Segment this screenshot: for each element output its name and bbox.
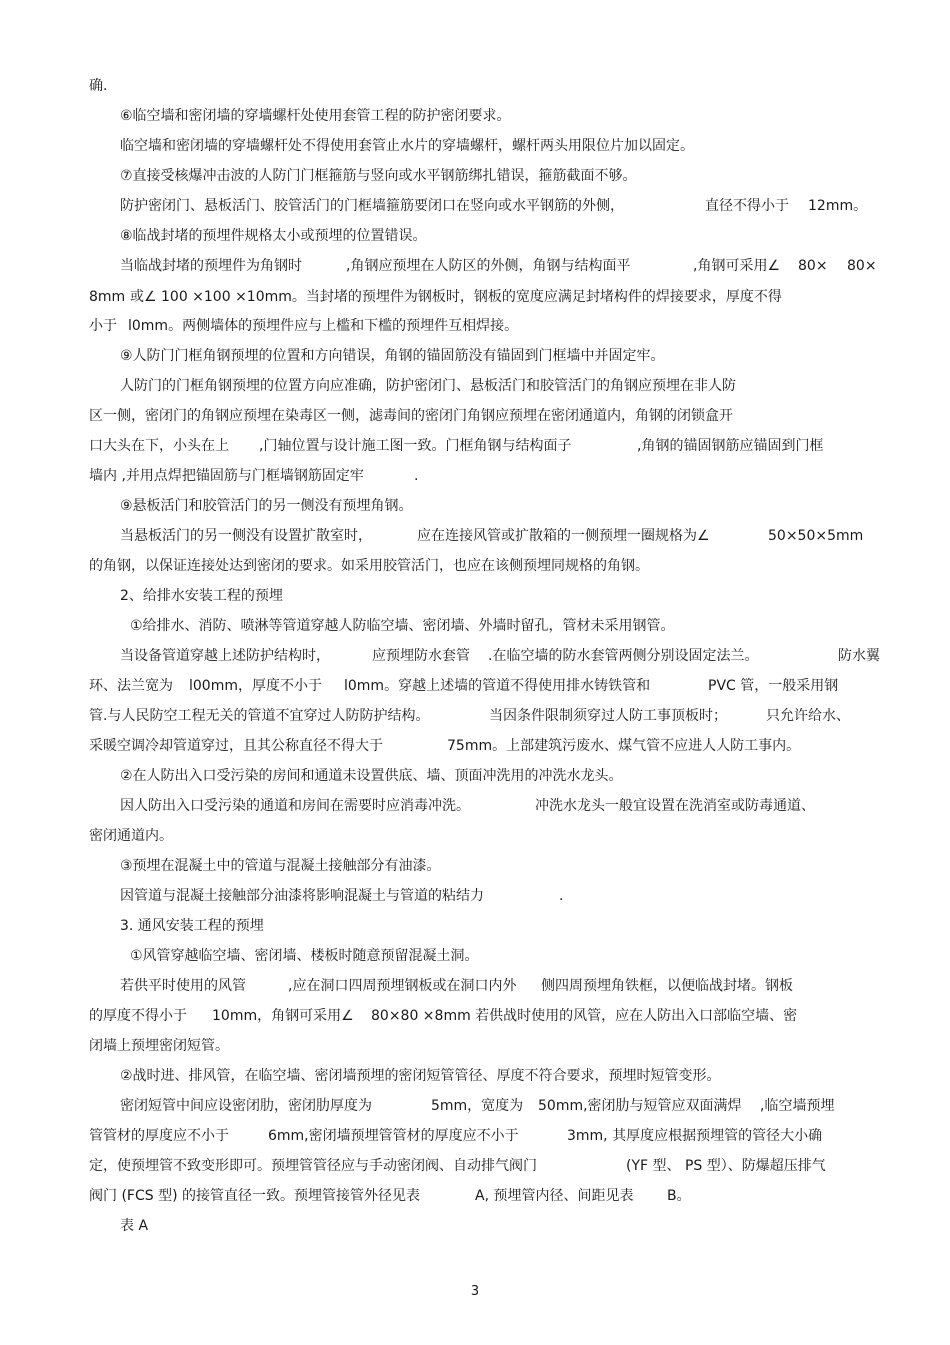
text-run: ①风管穿越临空墙、密闭墙、楼板时随意预留混凝土洞。 — [130, 948, 479, 964]
text-line — [0, 554, 950, 578]
text-line — [0, 344, 950, 368]
text-run: PVC 管，一般采用钢 — [708, 678, 839, 694]
text-line — [0, 914, 950, 938]
text-run: 的角钢，以保证连接处达到密闭的要求。如采用胶管活门，也应在该侧预埋同规格的角钢。 — [89, 558, 649, 574]
text-line — [0, 104, 950, 128]
text-run: 6mm,密闭墙预埋管管材的厚度应不小于 — [268, 1128, 519, 1144]
text-run: 因人防出入口受污染的通道和房间在需要时应消毒冲洗。 — [120, 798, 470, 814]
text-run: ②战时进、排风管，在临空墙、密闭墙预埋的密闭短管管径、厚度不符合要求，预埋时短管变形。 — [120, 1068, 721, 1084]
text-run: ③预埋在混凝土中的管道与混凝土接触部分有油漆。 — [120, 858, 441, 874]
text-run: 定，使预埋管不致变形即可。预埋管管径应与手动密闭阀、自动排气阀门 — [89, 1158, 537, 1174]
text-line — [0, 794, 950, 818]
text-run: 表 A — [120, 1218, 149, 1234]
text-line — [0, 404, 950, 428]
text-run: 区一侧，密闭门的角钢应预埋在染毒区一侧，滤毒间的密闭门角钢应预埋在密闭通道内，角钢的闭锁盒开 — [89, 408, 733, 424]
text-run: 防护密闭门、悬板活门、胶管活门的门框墙箍筋要闭口在竖向或水平钢筋的外侧， — [120, 198, 624, 214]
text-run: 小于 — [89, 318, 117, 334]
text-run: ⑨悬板活门和胶管活门的另一侧没有预埋角钢。 — [120, 498, 413, 514]
text-run: l0mm。两侧墙体的预埋件应与上槛和下槛的预埋件互相焊接。 — [128, 318, 519, 334]
text-run: l00mm，厚度不小于 — [189, 678, 322, 694]
text-run: 密闭短管中间应设密闭肋，密闭肋厚度为 — [120, 1098, 372, 1114]
text-line — [0, 884, 950, 908]
text-run: ,门轴位置与设计施工图一致。门框角钢与结构面子 — [259, 438, 572, 454]
text-run: 直径不得小于 — [705, 198, 789, 214]
text-line — [0, 1094, 950, 1118]
text-run: 阀门 (FCS 型) 的接管直径一致。预埋管接管外径见表 — [89, 1188, 420, 1204]
text-run: 闭墙上预埋密闭短管。 — [89, 1038, 229, 1054]
text-run: A, 预埋管内径、间距见表 — [475, 1188, 634, 1204]
text-run: 或∠ 100 ×100 ×10mm。当封堵的预埋件为钢板时，钢板的宽度应满足封堵构件的焊接要求，厚度不得 — [130, 289, 782, 305]
text-run: 采暖空调冷却管道穿过，且其公称直径不得大于 — [89, 738, 383, 754]
text-line — [0, 1064, 950, 1088]
text-run: 墙内 ,并用点焊把锚固筋与门框墙钢筋固定牢 — [89, 468, 364, 484]
text-line — [0, 1004, 950, 1028]
text-line — [0, 134, 950, 158]
text-run: ⑥临空墙和密闭墙的穿墙螺杆处使用套管工程的防护密闭要求。 — [120, 108, 511, 124]
text-line — [0, 374, 950, 398]
text-run: 应预埋防水套管 — [372, 648, 470, 664]
text-line — [0, 974, 950, 998]
text-run: 应在连接风管或扩散箱的一侧预埋一圈规格为∠ — [417, 528, 710, 544]
text-run: 80×80 ×8mm 若供战时使用的风管，应在人防出入口部临空墙、密 — [371, 1008, 798, 1024]
text-run: 5mm，宽度为 — [431, 1098, 524, 1114]
text-run: ①给排水、消防、喷淋等管道穿越人防临空墙、密闭墙、外墙时留孔，管材未采用钢管。 — [130, 618, 675, 634]
text-line — [0, 254, 950, 278]
text-run: ,应在洞口四周预埋钢板或在洞口内外 — [288, 978, 517, 994]
text-run: 当设备管道穿越上述防护结构时， — [120, 648, 330, 664]
text-run: 侧四周预埋角铁框，以便临战封堵。钢板 — [541, 978, 793, 994]
text-run: 只允许给水、 — [766, 708, 850, 724]
text-run: 环、法兰宽为 — [89, 678, 173, 694]
text-run: ⑨人防门门框角钢预埋的位置和方向错误，角钢的锚固筋没有锚固到门框墙中并固定牢。 — [120, 348, 665, 364]
text-line — [0, 674, 950, 698]
text-line — [0, 614, 950, 638]
text-run: 口大头在下，小头在上 — [89, 438, 229, 454]
text-run: 80× — [847, 258, 877, 274]
text-run: 8mm — [89, 289, 126, 305]
text-run: ②在人防出入口受污染的房间和通道未设置供底、墙、顶面冲洗用的冲洗水龙头。 — [120, 768, 623, 784]
text-run: 当临战封堵的预埋件为角钢时 — [120, 258, 302, 274]
text-run: 防水翼 — [838, 648, 880, 664]
text-run: 密闭通道内。 — [89, 828, 173, 844]
text-run: 50×50×5mm — [768, 528, 864, 544]
text-run: B。 — [667, 1188, 691, 1204]
text-run: 50mm,密闭肋与短管应双面满焊 — [538, 1098, 742, 1114]
text-run: 3. 通风安装工程的预埋 — [120, 918, 264, 934]
text-line — [0, 74, 950, 98]
text-line — [0, 464, 950, 488]
text-run: ,临空墙预埋 — [760, 1098, 835, 1114]
text-line — [0, 854, 950, 878]
text-line — [0, 704, 950, 728]
text-run: 3mm, 其厚度应根据预埋管的管径大小确 — [567, 1128, 823, 1144]
text-line — [0, 434, 950, 458]
text-run: 当悬板活门的另一侧没有设置扩散室时， — [120, 528, 372, 544]
text-line — [0, 285, 950, 309]
text-run: ,角钢可采用∠ — [693, 258, 781, 274]
text-line — [0, 944, 950, 968]
text-run: 2、给排水安装工程的预埋 — [120, 588, 283, 604]
text-run: . — [559, 888, 564, 904]
text-run: 人防门的门框角钢预埋的位置方向应准确，防护密闭门、悬板活门和胶管活门的角钢应预埋在非人防 — [120, 378, 736, 394]
text-line — [0, 824, 950, 848]
text-run: 管.与人民防空工程无关的管道不宜穿过人防防护结构。 — [89, 708, 430, 724]
text-run: ,角钢应预埋在人防区的外侧，角钢与结构面平 — [346, 258, 631, 274]
text-run: 当因条件限制须穿过人防工事顶板时； — [489, 708, 727, 724]
text-line — [0, 734, 950, 758]
text-run: 因管道与混凝土接触部分油漆将影响混凝土与管道的粘结力 — [120, 888, 484, 904]
text-line — [0, 194, 950, 218]
text-line — [0, 524, 950, 548]
text-run: 的厚度不得小于 — [89, 1008, 187, 1024]
text-run: ⑦直接受核爆冲击波的人防门门框箍筋与竖向或水平钢筋绑扎错误，箍筋截面不够。 — [120, 168, 637, 184]
text-line — [0, 1184, 950, 1208]
text-run: (YF 型、 PS 型）、防爆超压排气 — [626, 1158, 826, 1174]
text-line — [0, 1124, 950, 1148]
text-run: 临空墙和密闭墙的穿墙螺杆处不得使用套管止水片的穿墙螺杆，螺杆两头用限位片加以固定。 — [120, 138, 694, 154]
text-line — [0, 584, 950, 608]
text-line — [0, 764, 950, 788]
text-run: . — [414, 468, 419, 484]
text-line — [0, 224, 950, 248]
text-run: 若供平时使用的风管 — [120, 978, 246, 994]
text-run: ,角钢的锚固钢筋应锚固到门框 — [637, 438, 824, 454]
text-line — [0, 494, 950, 518]
text-line — [0, 1214, 950, 1238]
text-run: 冲洗水龙头一般宜设置在洗消室或防毒通道、 — [535, 798, 815, 814]
text-run: 80× — [798, 258, 828, 274]
text-line — [0, 1034, 950, 1058]
text-line — [0, 1154, 950, 1178]
text-run: 管管材的厚度应不小于 — [89, 1128, 229, 1144]
page-number: 3 — [470, 1284, 480, 1299]
text-run: 75mm。上部建筑污废水、煤气管不应进人人防工事内。 — [447, 738, 801, 754]
text-line — [0, 164, 950, 188]
text-run: .在临空墙的防水套管两侧分别设固定法兰。 — [488, 648, 759, 664]
text-run: ⑧临战封堵的预埋件规格太小或预埋的位置错误。 — [120, 228, 427, 244]
text-line — [0, 314, 950, 338]
text-run: 10mm，角钢可采用∠ — [212, 1008, 354, 1024]
text-run: 12mm。 — [808, 198, 868, 214]
text-run: 确. — [89, 78, 108, 94]
text-run: l0mm。穿越上述墙的管道不得使用排水铸铁管和 — [344, 678, 651, 694]
text-line — [0, 644, 950, 668]
